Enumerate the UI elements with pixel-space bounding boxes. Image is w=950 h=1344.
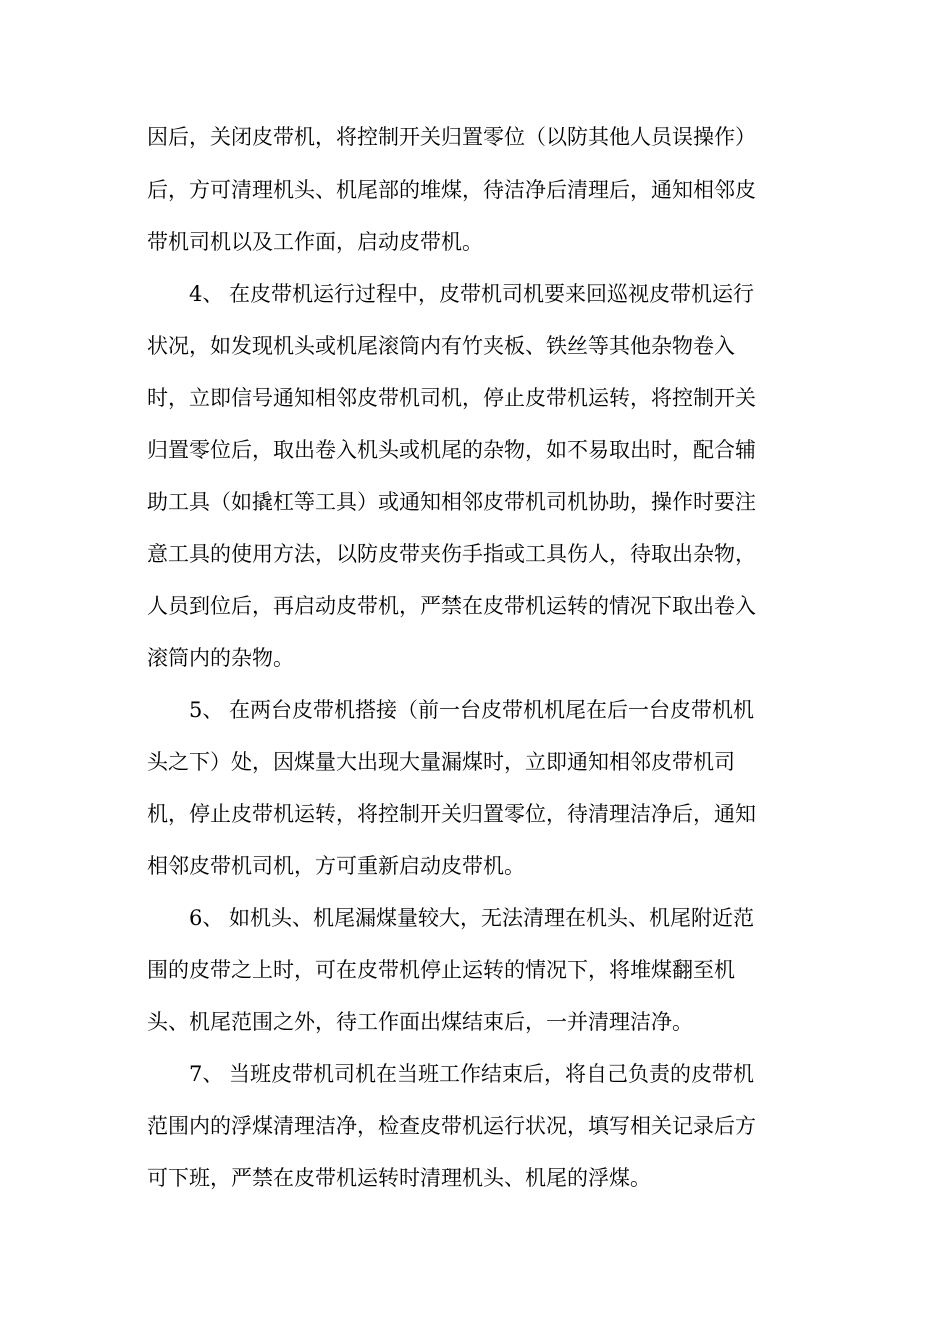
text-line: 人员到位后，再启动皮带机，严禁在皮带机运转的情况下取出卷入 (147, 594, 756, 618)
text-line: 范围内的浮煤清理洁净，检查皮带机运行状况，填写相关记录后方 (147, 1114, 756, 1138)
item-text: 如机头、机尾漏煤量较大，无法清理在机头、机尾附近范 (229, 906, 754, 930)
item-number: 7、 (189, 1062, 224, 1086)
text-line: 助工具（如撬杠等工具）或通知相邻皮带机司机协助，操作时要注 (147, 490, 756, 514)
text-line: 后，方可清理机头、机尾部的堆煤，待洁净后清理后，通知相邻皮 (147, 178, 756, 202)
text-line: 因后，关闭皮带机，将控制开关归置零位（以防其他人员误操作） (147, 125, 756, 149)
text-line: 可下班，严禁在皮带机运转时清理机头、机尾的浮煤。 (147, 1166, 651, 1190)
item-text: 在皮带机运行过程中，皮带机司机要来回巡视皮带机运行 (229, 282, 754, 306)
text-line: 相邻皮带机司机，方可重新启动皮带机。 (147, 854, 525, 878)
item-number: 5、 (189, 698, 224, 722)
text-line: 时，立即信号通知相邻皮带机司机，停止皮带机运转，将控制开关 (147, 386, 756, 410)
text-line: 滚筒内的杂物。 (147, 646, 294, 670)
item-text: 在两台皮带机搭接（前一台皮带机机尾在后一台皮带机机 (229, 698, 754, 722)
item-7-first-line (189, 1059, 849, 1089)
text-line: 头、机尾范围之外，待工作面出煤结束后，一并清理洁净。 (147, 1010, 693, 1034)
item-number: 6、 (189, 906, 224, 930)
item-5-first-line (189, 695, 849, 725)
item-number: 4、 (189, 282, 224, 306)
text-line: 意工具的使用方法，以防皮带夹伤手指或工具伤人，待取出杂物， (147, 542, 756, 566)
text-line: 带机司机以及工作面，启动皮带机。 (147, 230, 483, 254)
text-line: 围的皮带之上时，可在皮带机停止运转的情况下，将堆煤翻至机 (147, 958, 735, 982)
text-line: 归置零位后，取出卷入机头或机尾的杂物，如不易取出时，配合辅 (147, 438, 756, 462)
item-4-first-line (189, 279, 849, 309)
text-line: 状况，如发现机头或机尾滚筒内有竹夹板、铁丝等其他杂物卷入 (147, 334, 735, 358)
text-line: 机，停止皮带机运转，将控制开关归置零位，待清理洁净后，通知 (147, 802, 756, 826)
item-6-first-line (189, 903, 849, 933)
text-line: 头之下）处，因煤量大出现大量漏煤时，立即通知相邻皮带机司 (147, 750, 735, 774)
item-text: 当班皮带机司机在当班工作结束后，将自己负责的皮带机 (229, 1062, 754, 1086)
